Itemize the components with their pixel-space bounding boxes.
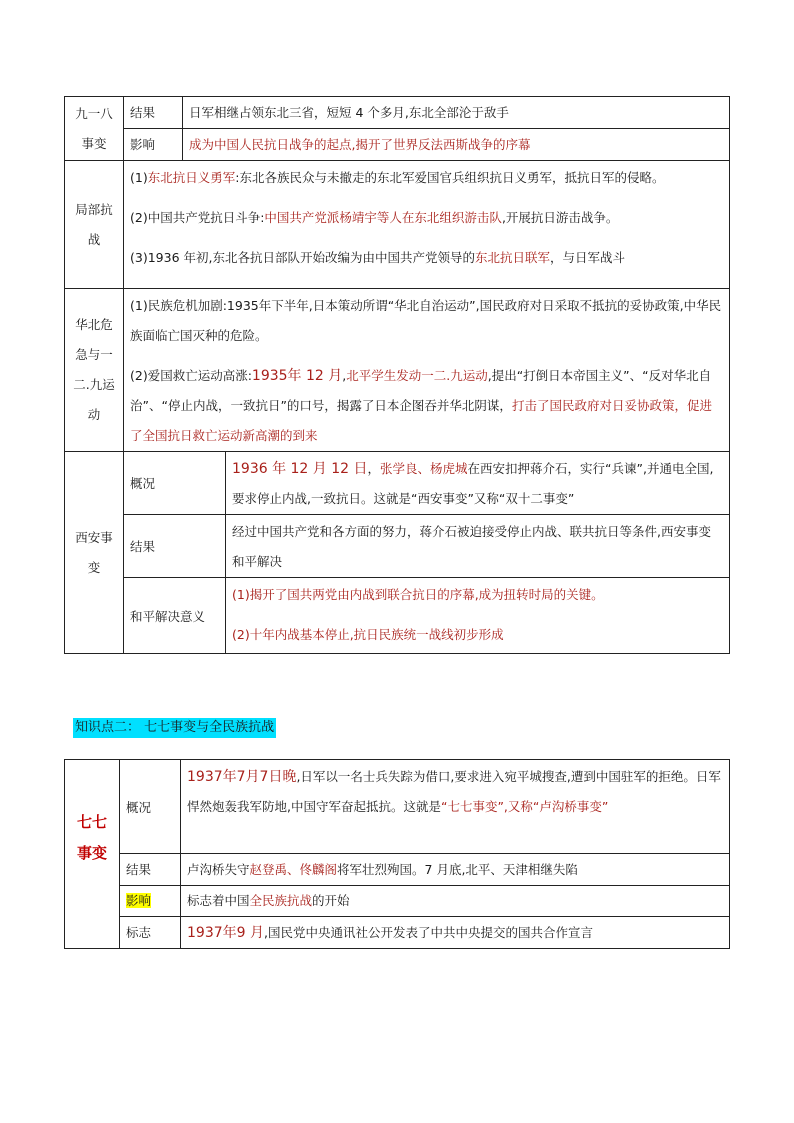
label-xian-significance: 和平解决意义 (124, 578, 226, 654)
row-head-local-resistance: 局部抗战 (65, 161, 124, 289)
label-77-overview: 概况 (120, 760, 181, 854)
local-resistance-p1: (1)东北抗日义勇军:东北各族民众与未撤走的东北军爱国官兵组织抗日义勇军，抵抗日军的侵略。 (130, 170, 665, 185)
result-77: 卢沟桥失守赵登禹、佟麟阁将军壮烈殉国。7 月底,北平、天津相继失陷 (181, 854, 730, 886)
north-china-p2: (2)爱国救亡运动高涨:1935年 12 月,北平学生发动一二.九运动,提出“打倒日本帝国主义”、“反对华北自治”、“停止内战，一致抗日”的口号，揭露了日本企图吞并华北阴谋，打击了国民政府对日妥协政策，促进了全国抗日救亡运动新高潮的到来 (130, 368, 712, 443)
sign-77: 1937年9 月,国民党中央通讯社公开发表了中共中央提交的国共合作宣言 (181, 917, 730, 949)
xian-overview: 1936 年 12 月 12 日，张学良、杨虎城在西安扣押蒋介石，实行“兵谏”,并通电全国,要求停止内战,一致抗日。这就是“西安事变”又称“双十二事变” (226, 452, 730, 515)
north-china-p1: (1)民族危机加剧:1935年下半年,日本策动所谓“华北自治运动”,国民政府对日采取不抵抗的妥协政策,中华民族面临亡国灭种的危险。 (130, 298, 722, 343)
row-head-north-china: 华北危急与一二.九运动 (65, 289, 124, 452)
label-77-result: 结果 (120, 854, 181, 886)
north-china-content (124, 289, 730, 452)
impact-918: 成为中国人民抗日战争的起点,揭开了世界反法西斯战争的序幕 (183, 129, 730, 161)
label-results: 结果 (124, 97, 183, 129)
row-head-xian: 西安事变 (65, 452, 124, 654)
label-77-impact: 影响 (120, 886, 181, 917)
xian-significance (226, 578, 730, 654)
impact-77: 标志着中国全民族抗战的开始 (181, 886, 730, 917)
xian-significance-1: (1)揭开了国共两党由内战到联合抗日的序幕,成为扭转时局的关键。 (232, 587, 604, 602)
knowledge-point-heading: 知识点二： 七七事变与全民族抗战 (73, 718, 276, 738)
xian-significance-2: (2)十年内战基本停止,抗日民族统一战线初步形成 (232, 627, 504, 642)
empty-cell (65, 917, 120, 949)
history-table-1 (64, 96, 730, 654)
history-table-2 (64, 759, 730, 949)
label-xian-overview: 概况 (124, 452, 226, 515)
label-impact: 影响 (124, 129, 183, 161)
xian-result: 经过中国共产党和各方面的努力，蒋介石被迫接受停止内战、联共抗日等条件,西安事变和平解决 (226, 515, 730, 578)
label-xian-result: 结果 (124, 515, 226, 578)
row-head-77: 七七事变 (65, 760, 120, 917)
local-resistance-content (124, 161, 730, 289)
local-resistance-p3: (3)1936 年初,东北各抗日部队开始改编为由中国共产党领导的东北抗日联军，与日军战斗 (130, 250, 625, 265)
overview-77: 1937年7月7日晚,日军以一名士兵失踪为借口,要求进入宛平城搜查,遭到中国驻军的拒绝。日军悍然炮轰我军防地,中国守军奋起抵抗。这就是“七七事变”,又称“卢沟桥事变” (181, 760, 730, 854)
label-77-sign: 标志 (120, 917, 181, 949)
row-head-918: 九一八事变 (65, 97, 124, 161)
results-918: 日军相继占领东北三省，短短 4 个多月,东北全部沦于敌手 (183, 97, 730, 129)
local-resistance-p2: (2)中国共产党抗日斗争:中国共产党派杨靖宇等人在东北组织游击队,开展抗日游击战争。 (130, 210, 619, 225)
